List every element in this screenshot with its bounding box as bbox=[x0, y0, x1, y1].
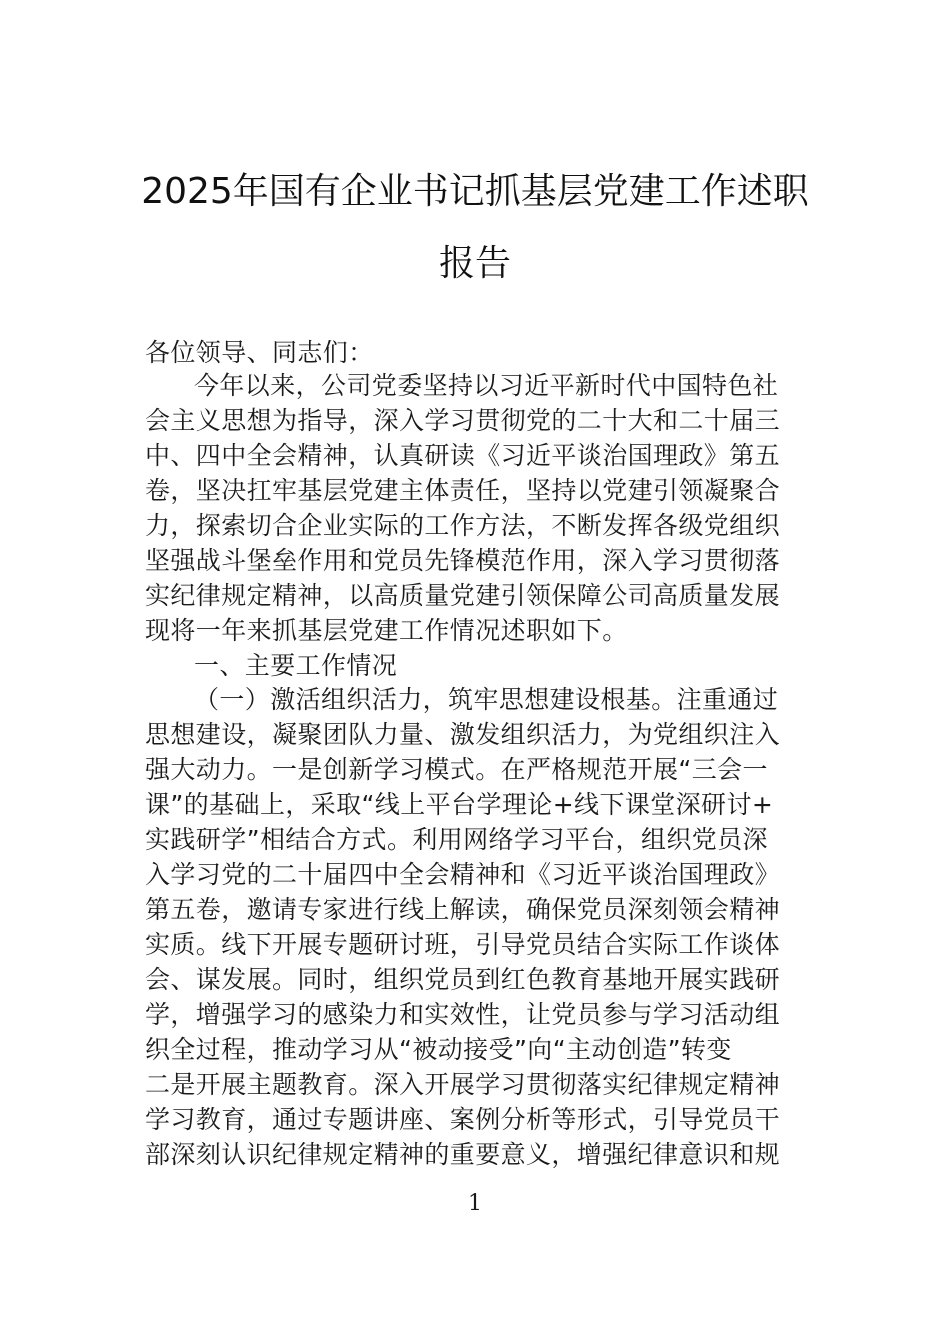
paragraph-line: 学，增强学习的感染力和实效性，让党员参与学习活动组 bbox=[145, 1000, 781, 1029]
paragraph-line: （一）激活组织活力，筑牢思想建设根基。注重通过 bbox=[194, 685, 779, 714]
paragraph-line: 坚强战斗堡垒作用和党员先锋模范作用，深入学习贯彻落 bbox=[145, 546, 781, 575]
paragraph-line: 课”的基础上，采取“线上平台学理论+线下课堂深研讨+ bbox=[145, 790, 774, 819]
paragraph-line: 织全过程，推动学习从“被动接受”向“主动创造”转变 bbox=[145, 1035, 732, 1064]
paragraph-line: 今年以来，公司党委坚持以习近平新时代中国特色社 bbox=[194, 371, 779, 400]
page-number: 1 bbox=[468, 1191, 482, 1216]
document-title-line-1: 2025年国有企业书记抓基层党建工作述职 bbox=[141, 171, 809, 212]
paragraph-line: 强大动力。一是创新学习模式。在严格规范开展“三会一 bbox=[145, 755, 768, 784]
paragraph-line: 现将一年来抓基层党建工作情况述职如下。 bbox=[145, 616, 628, 645]
document-title-line-2: 报告 bbox=[438, 243, 511, 284]
section-heading: 一、主要工作情况 bbox=[194, 651, 398, 680]
paragraph-line: 会、谋发展。同时，组织党员到红色教育基地开展实践研 bbox=[145, 965, 781, 994]
paragraph-line: 会主义思想为指导，深入学习贯彻党的二十大和二十届三 bbox=[145, 406, 781, 435]
paragraph-line: 学习教育，通过专题讲座、案例分析等形式，引导党员干 bbox=[145, 1105, 781, 1134]
paragraph-line: 思想建设，凝聚团队力量、激发组织活力，为党组织注入 bbox=[145, 720, 781, 749]
paragraph-line: 第五卷，邀请专家进行线上解读，确保党员深刻领会精神 bbox=[145, 895, 781, 924]
paragraph-line: 实纪律规定精神，以高质量党建引领保障公司高质量发展 bbox=[145, 581, 781, 610]
paragraph-line: 二是开展主题教育。深入开展学习贯彻落实纪律规定精神 bbox=[145, 1070, 781, 1099]
paragraph-line: 中、四中全会精神，认真研读《习近平谈治国理政》第五 bbox=[145, 441, 781, 470]
paragraph-line: 入学习党的二十届四中全会精神和《习近平谈治国理政》 bbox=[145, 860, 781, 889]
paragraph-line: 卷，坚决扛牢基层党建主体责任，坚持以党建引领凝聚合 bbox=[145, 476, 781, 505]
paragraph-line: 实践研学”相结合方式。利用网络学习平台，组织党员深 bbox=[145, 825, 768, 854]
paragraph-line: 力，探索切合企业实际的工作方法，不断发挥各级党组织 bbox=[145, 511, 781, 540]
salutation: 各位领导、同志们： bbox=[145, 338, 374, 367]
paragraph-line: 部深刻认识纪律规定精神的重要意义，增强纪律意识和规 bbox=[145, 1140, 781, 1169]
paragraph-line: 实质。线下开展专题研讨班，引导党员结合实际工作谈体 bbox=[145, 930, 781, 959]
